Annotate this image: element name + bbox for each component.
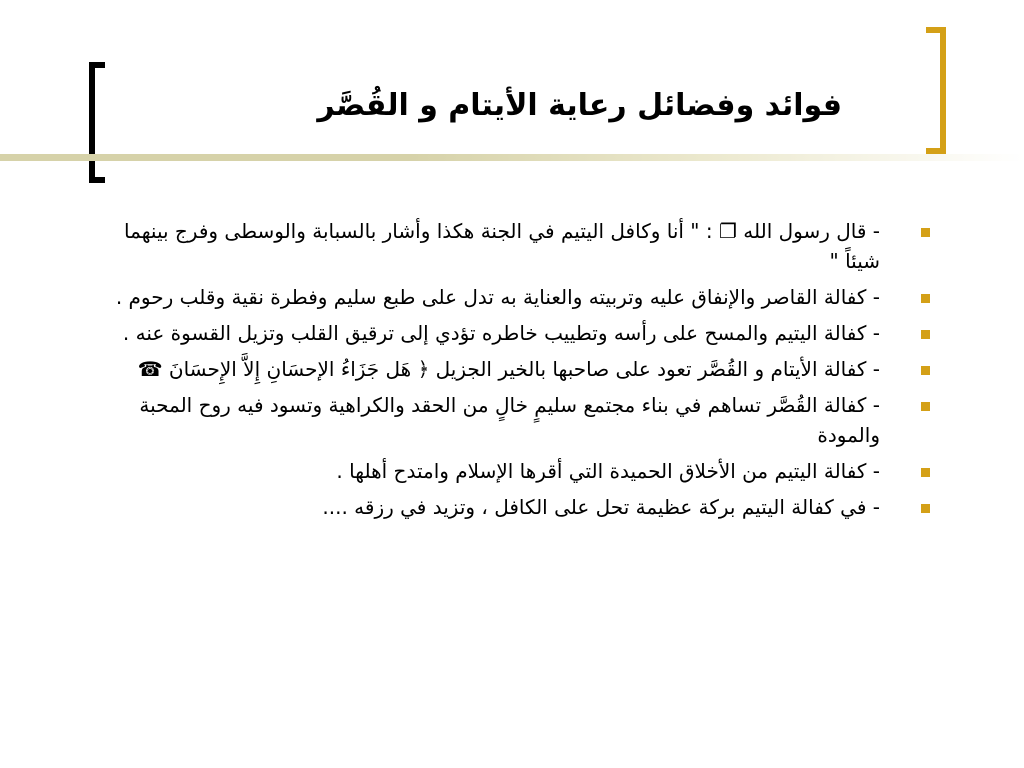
right-bracket-decoration xyxy=(926,27,946,154)
bullet-text: - كفالة الأيتام و القُصَّر تعود على صاحبها بالخير الجزيل ﴿ هَل جَزَاءُ الإحسَانِ إِلاَّ الإِحسَانَ ☎ xyxy=(137,357,880,381)
bullet-text: - قال رسول الله ❐ : " أنا وكافل اليتيم في الجنة هكذا وأشار بالسبابة والوسطى وفرج بينهما شيئاً " xyxy=(124,219,880,273)
bullet-item xyxy=(95,390,938,450)
bullet-item xyxy=(95,456,938,486)
square-bullet-icon xyxy=(921,504,930,513)
bullet-list xyxy=(95,216,938,528)
bullet-item xyxy=(95,282,938,312)
title-underline-rule xyxy=(0,154,1024,161)
bullet-item xyxy=(95,216,938,276)
bullet-item xyxy=(95,318,938,348)
bullet-text: - كفالة اليتيم والمسح على رأسه وتطييب خاطره تؤدي إلى ترقيق القلب وتزيل القسوة عنه . xyxy=(122,321,880,345)
square-bullet-icon xyxy=(921,366,930,375)
square-bullet-icon xyxy=(921,330,930,339)
bullet-text: - كفالة القاصر والإنفاق عليه وتربيته والعناية به تدل على طبع سليم وفطرة نقية وقلب رحوم . xyxy=(115,285,880,309)
left-bracket-decoration xyxy=(89,62,105,183)
square-bullet-icon xyxy=(921,468,930,477)
bullet-item xyxy=(95,354,938,384)
bullet-text: - كفالة اليتيم من الأخلاق الحميدة التي أقرها الإسلام وامتدح أهلها . xyxy=(336,459,880,483)
bullet-text: - في كفالة اليتيم بركة عظيمة تحل على الكافل ، وتزيد في رزقه .... xyxy=(322,495,880,519)
square-bullet-icon xyxy=(921,228,930,237)
slide-title: فوائد وفضائل رعاية الأيتام و القُصَّر xyxy=(317,88,842,123)
bullet-text: - كفالة القُصَّر تساهم في بناء مجتمع سليمٍ خالٍ من الحقد والكراهية وتسود فيه روح المحبة والمودة xyxy=(139,393,880,447)
bullet-item xyxy=(95,492,938,522)
square-bullet-icon xyxy=(921,402,930,411)
square-bullet-icon xyxy=(921,294,930,303)
